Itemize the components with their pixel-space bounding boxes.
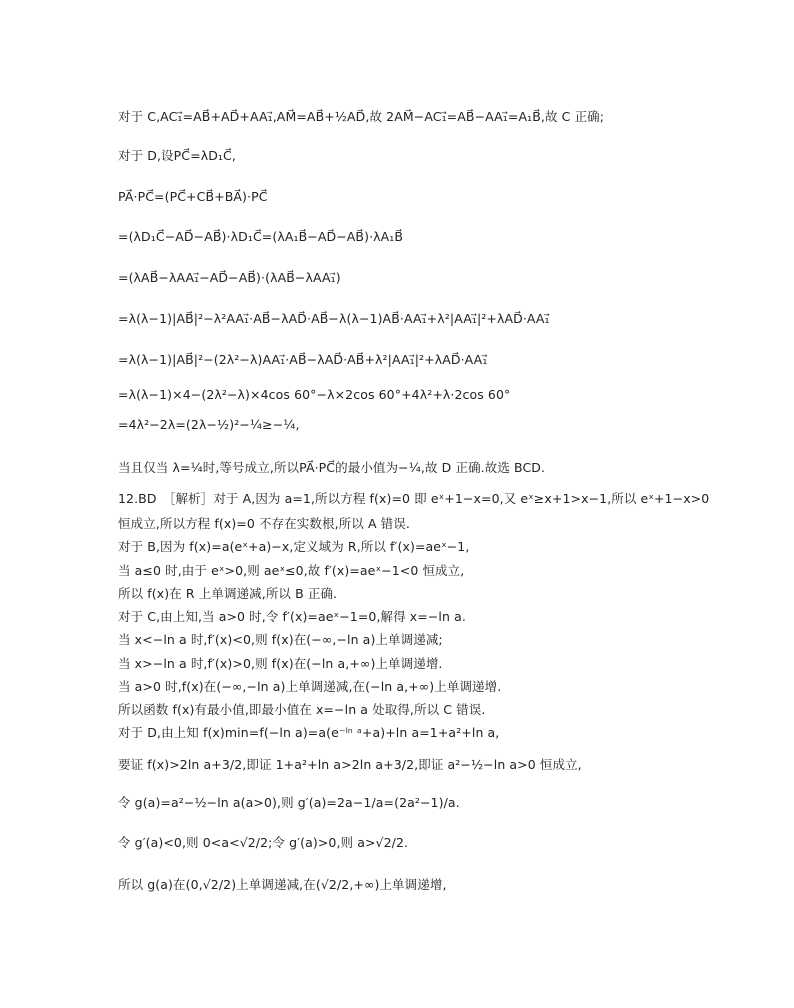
text-line: 所以 g(a)在(0,√2/2)上单调递减,在(√2/2,+∞)上单调递增, <box>118 877 447 892</box>
text-line: =(λD₁C⃗−AD⃗−AB⃗)·λD₁C⃗=(λA₁B⃗−AD⃗−AB⃗)·λA₁B⃗ <box>118 229 404 244</box>
text-line: 当 x<−ln a 时,f′(x)<0,则 f(x)在(−∞,−ln a)上单调递减; <box>118 632 443 647</box>
text-line: =λ(λ−1)|AB⃗|²−λ²AA₁⃗·AB⃗−λAD⃗·AB⃗−λ(λ−1)AB⃗·AA₁⃗+λ²|AA₁⃗|²+λAD⃗·AA₁⃗ <box>118 311 550 326</box>
text-line: =4λ²−2λ=(2λ−½)²−¼≥−¼, <box>118 417 300 432</box>
text-line: 当 a≤0 时,由于 eˣ>0,则 aeˣ≤0,故 f′(x)=aeˣ−1<0 恒成立, <box>118 563 465 578</box>
text-line: =λ(λ−1)|AB⃗|²−(2λ²−λ)AA₁⃗·AB⃗−λAD⃗·AB⃗+λ²|AA₁⃗|²+λAD⃗·AA₁⃗ <box>118 352 488 367</box>
text-line: 令 g′(a)<0,则 0<a<√2/2;令 g′(a)>0,则 a>√2/2. <box>118 835 409 850</box>
text-line: 12.BD ［解析］对于 A,因为 a=1,所以方程 f(x)=0 即 eˣ+1−x=0,又 eˣ≥x+1>x−1,所以 eˣ+1−x>0 <box>118 491 710 506</box>
text-line: 对于 D,设PC⃗=λD₁C⃗, <box>118 148 236 163</box>
text-line: 对于 B,因为 f(x)=a(eˣ+a)−x,定义域为 R,所以 f′(x)=aeˣ−1, <box>118 539 470 554</box>
text-line: =λ(λ−1)×4−(2λ²−λ)×4cos 60°−λ×2cos 60°+4λ²+λ·2cos 60° <box>118 387 511 402</box>
text-line: 对于 C,AC₁⃗=AB⃗+AD⃗+AA₁⃗,AM⃗=AB⃗+½AD⃗,故 2AM⃗−AC₁⃗=AB⃗−AA₁⃗=A₁B⃗,故 C 正确; <box>118 109 605 124</box>
text-line: 对于 C,由上知,当 a>0 时,令 f′(x)=aeˣ−1=0,解得 x=−ln a. <box>118 609 466 624</box>
text-line: 要证 f(x)>2ln a+3/2,即证 1+a²+ln a>2ln a+3/2,即证 a²−½−ln a>0 恒成立, <box>118 757 582 772</box>
text-line: PA⃗·PC⃗=(PC⃗+CB⃗+BA⃗)·PC⃗ <box>118 189 268 204</box>
text-line: 恒成立,所以方程 f(x)=0 不存在实数根,所以 A 错误. <box>118 516 410 531</box>
text-line: 所以 f(x)在 R 上单调递减,所以 B 正确. <box>118 586 338 601</box>
text-line: 当且仅当 λ=¼时,等号成立,所以PA⃗·PC⃗的最小值为−¼,故 D 正确.故选 BCD. <box>118 460 546 475</box>
text-line: 当 x>−ln a 时,f′(x)>0,则 f(x)在(−ln a,+∞)上单调递增. <box>118 656 443 671</box>
text-line: =(λAB⃗−λAA₁⃗−AD⃗−AB⃗)·(λAB⃗−λAA₁⃗) <box>118 270 341 285</box>
text-line: 对于 D,由上知 f(x)min=f(−ln a)=a(e⁻ˡⁿ ᵃ+a)+ln a=1+a²+ln a, <box>118 725 500 740</box>
text-line: 所以函数 f(x)有最小值,即最小值在 x=−ln a 处取得,所以 C 错误. <box>118 702 486 717</box>
text-line: 令 g(a)=a²−½−ln a(a>0),则 g′(a)=2a−1/a=(2a²−1)/a. <box>118 795 460 810</box>
text-line: 当 a>0 时,f(x)在(−∞,−ln a)上单调递减,在(−ln a,+∞)上单调递增. <box>118 679 502 694</box>
